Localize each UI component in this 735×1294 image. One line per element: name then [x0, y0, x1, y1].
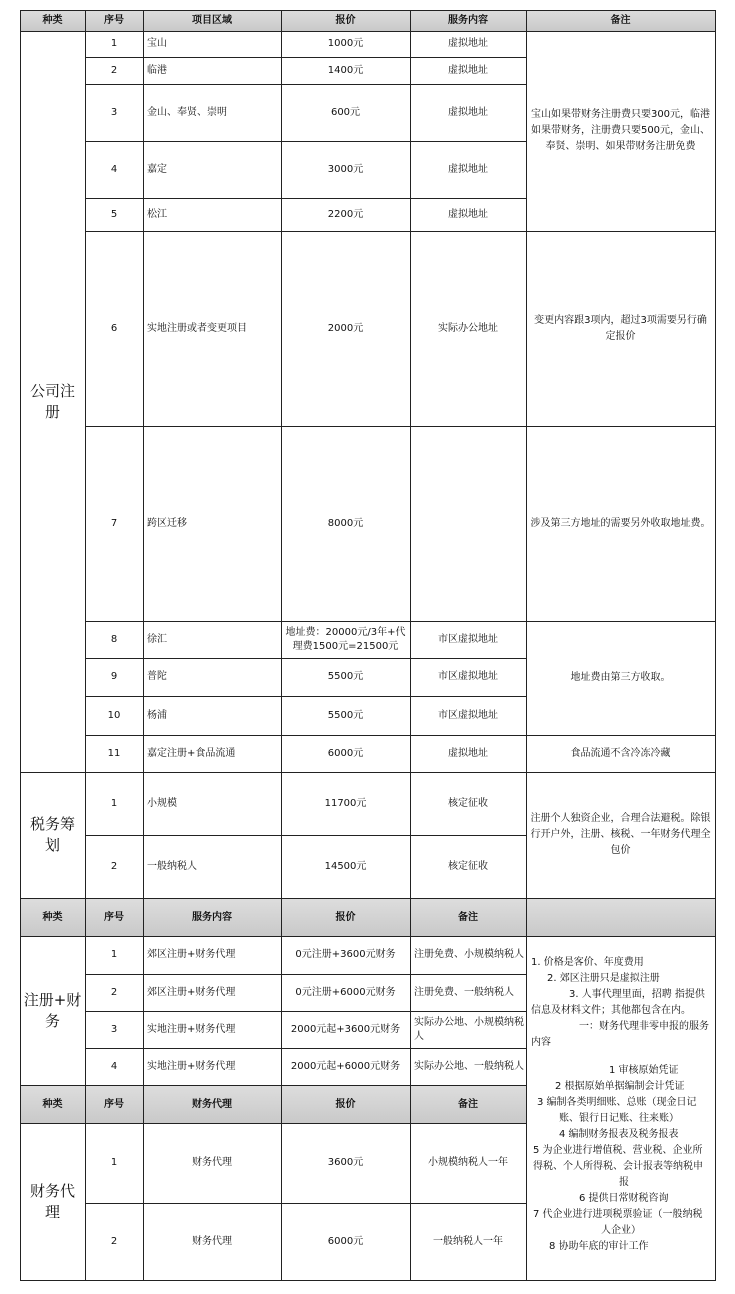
row-number: 1: [110, 797, 118, 809]
side-note-line: 1 审核原始凭证: [609, 1065, 679, 1076]
header-area: 项目区域: [192, 14, 232, 26]
category-registration-accounting: 注册+财务: [23, 990, 82, 1030]
category-tax-planning: 税务筹划: [29, 815, 75, 854]
side-note-line: 6 提供日常财税咨询: [579, 1193, 669, 1204]
side-note-line: 4 编制财务报表及税务报表: [559, 1129, 679, 1140]
row-remark: 注册免费、小规模纳税人: [414, 949, 524, 960]
row-number: 7: [110, 517, 118, 529]
category-accounting-agency: 财务代理: [29, 1181, 75, 1221]
header-number: 序号: [104, 14, 124, 26]
row-service: 核定征收: [448, 860, 488, 872]
row-price: 2000元起+3600元财务: [290, 1023, 401, 1035]
row-number: 11: [107, 747, 121, 759]
row-service: 郊区注册+财务代理: [147, 986, 236, 998]
row-service: 核定征收: [448, 797, 488, 809]
header-category: 种类: [42, 14, 63, 26]
row-price: 3600元: [327, 1157, 364, 1168]
row-price: 8000元: [327, 517, 364, 529]
row-price: 0元注册+3600元财务: [295, 949, 396, 960]
note-address-fee: 地址费由第三方收取。: [570, 672, 671, 683]
row-service: 财务代理: [192, 1235, 232, 1247]
row-area: 普陀: [147, 671, 167, 682]
row-number: 3: [110, 106, 118, 118]
row-service: 郊区注册+财务代理: [147, 949, 236, 960]
row-area: 徐汇: [147, 633, 167, 645]
row-remark: 实际办公地、小规模纳税人: [414, 1016, 524, 1042]
side-note-line: 3. 人事代理里面，招聘 指提供: [569, 989, 705, 1000]
side-note-line: 信息及材料文件；其他都包含在内。: [531, 1005, 691, 1016]
row-service: 财务代理: [192, 1157, 232, 1168]
row-price: 5500元: [327, 709, 364, 721]
header-remark: 备注: [458, 911, 478, 923]
side-note-line: 3 编制各类明细账、总账（现金日记: [537, 1097, 697, 1108]
row-price: 6000元: [327, 747, 364, 759]
header-price: 报价: [335, 14, 356, 26]
side-note-line: 账、银行日记账、往来账）: [559, 1113, 679, 1124]
row-price: 11700元: [324, 797, 367, 809]
row-price: 1000元: [327, 38, 364, 49]
side-notes: [529, 955, 715, 1255]
note-third-party-address: 涉及第三方地址的需要另外收取地址费。: [530, 517, 711, 529]
row-number: 1: [110, 1157, 118, 1168]
row-remark: 实际办公地、一般纳税人: [414, 1060, 524, 1072]
row-price: 5500元: [327, 671, 364, 682]
row-area: 实地注册或者变更项目: [147, 322, 247, 334]
row-service: 虚拟地址: [448, 64, 488, 76]
row-price: 3000元: [327, 163, 364, 175]
row-number: 4: [110, 163, 118, 175]
row-area: 宝山: [147, 38, 167, 49]
header-remark: 备注: [458, 1098, 478, 1110]
row-price: 1400元: [327, 64, 364, 76]
header-service: 服务内容: [192, 911, 232, 923]
side-note-line: 人企业）: [601, 1225, 641, 1236]
row-remark: 一般纳税人一年: [433, 1235, 503, 1247]
row-price: 6000元: [327, 1235, 364, 1247]
row-number: 9: [110, 671, 118, 682]
note-suburban-registration: 宝山如果带财务注册费只要300元，临港如果带财务，注册费只要500元，金山、奉贤、崇明、如果带财务注册免费: [530, 109, 711, 152]
category-company-registration: 公司注册: [29, 381, 75, 421]
row-service: 虚拟地址: [448, 106, 488, 118]
row-number: 6: [110, 322, 118, 334]
row-area: 小规模: [147, 797, 177, 809]
row-service: 虚拟地址: [448, 208, 488, 220]
header-price: 报价: [335, 1098, 356, 1110]
header-number: 序号: [104, 911, 124, 923]
row-price: 600元: [330, 106, 361, 118]
header-number: 序号: [104, 1098, 124, 1110]
header-service: 服务内容: [448, 14, 488, 26]
side-note-line: 2. 郊区注册只是虚拟注册: [547, 973, 660, 984]
row-service: 市区虚拟地址: [438, 709, 498, 721]
row-service: 实际办公地址: [438, 322, 498, 334]
row-number: 2: [110, 64, 118, 76]
row-service: 实地注册+财务代理: [147, 1060, 236, 1072]
row-number: 2: [110, 986, 118, 998]
row-area: 嘉定: [147, 163, 167, 175]
note-tax-planning: 注册个人独资企业，合理合法避税。除银行开户外，注册、核税、一年财务代理全包价: [530, 813, 711, 856]
header-service: 财务代理: [192, 1098, 232, 1110]
header-price: 报价: [335, 911, 356, 923]
row-area: 嘉定注册+食品流通: [147, 747, 236, 759]
header-remark: 备注: [610, 14, 631, 26]
row-number: 3: [110, 1023, 118, 1035]
note-change-items: 变更内容跟3项内，超过3项需要另行确定报价: [534, 314, 707, 342]
side-note-line: 1. 价格是客价、年度费用: [531, 957, 644, 968]
row-area: 一般纳税人: [147, 860, 197, 872]
row-price: 地址费：20000元/3年+代理费1500元=21500元: [285, 626, 406, 652]
side-note-line: 7 代企业进行进项税票验证（一般纳税: [533, 1209, 703, 1220]
row-price: 14500元: [324, 860, 367, 872]
row-price: 2200元: [327, 208, 364, 220]
side-note-line: 2 根据原始单据编制会计凭证: [555, 1081, 685, 1092]
header-category: 种类: [42, 1098, 63, 1110]
side-note-line: 8 协助年底的审计工作: [549, 1241, 649, 1252]
row-service: 实地注册+财务代理: [147, 1023, 236, 1035]
row-remark: 小规模纳税人一年: [428, 1157, 508, 1168]
row-service: [410, 426, 526, 621]
row-price: 2000元: [327, 322, 364, 334]
row-area: 金山、奉贤、崇明: [147, 106, 227, 118]
note-food-distribution: 食品流通不含冷冻冷藏: [570, 747, 671, 759]
row-area: 杨浦: [147, 709, 167, 721]
row-service: 虚拟地址: [448, 38, 488, 49]
row-area: 临港: [147, 64, 167, 76]
side-note-line: 得税、个人所得税、会计报表等纳税申: [533, 1161, 703, 1172]
row-number: 1: [110, 949, 118, 960]
row-number: 8: [110, 633, 118, 645]
row-number: 10: [107, 709, 121, 721]
row-price: 0元注册+6000元财务: [295, 986, 396, 998]
side-note-line: 内容: [531, 1037, 551, 1048]
side-note-line: 一：财务代理非零申报的服务: [579, 1021, 709, 1032]
row-area: 跨区迁移: [147, 517, 187, 529]
row-service: 市区虚拟地址: [438, 633, 498, 645]
row-remark: 注册免费、一般纳税人: [414, 986, 514, 998]
row-service: 虚拟地址: [448, 163, 488, 175]
header-category: 种类: [42, 911, 63, 923]
row-price: 2000元起+6000元财务: [290, 1060, 401, 1072]
row-service: 市区虚拟地址: [438, 671, 498, 682]
row-number: 2: [110, 1235, 118, 1247]
side-note-line: 5 为企业进行增值税、营业税、企业所: [533, 1145, 703, 1156]
row-number: 2: [110, 860, 118, 872]
side-note-line: 报: [619, 1177, 629, 1188]
row-number: 5: [110, 208, 118, 220]
row-service: 虚拟地址: [448, 747, 488, 759]
row-number: 1: [110, 38, 118, 49]
row-area: 松江: [147, 208, 167, 220]
row-number: 4: [110, 1060, 118, 1072]
